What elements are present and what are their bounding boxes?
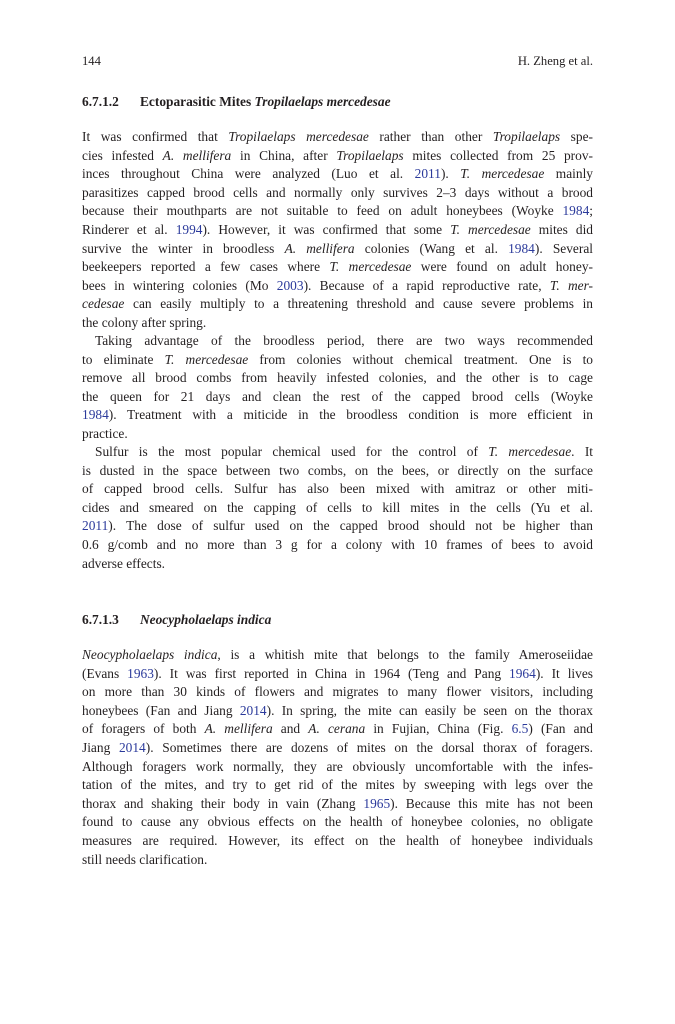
body-text: parasitizes capped brood cells and normally only survives 2–3 days without a brood [82,184,593,200]
body-text: of foragers of both [82,721,205,737]
text-line [82,184,593,203]
text-line [82,443,593,462]
body-text: Sulfur is the most popular chemical used for the control of [95,444,489,459]
body-text: the queen for 21 days and clean the rest of the capped brood cells (Woyke [82,388,593,404]
text-line [82,128,593,147]
body-text: ). It was first reported in China in 1964 (Teng and Pang [153,665,510,681]
body-text: is dusted in the space between two combs, on the bees, or directly on the surface [82,462,593,478]
citation-link[interactable]: 1984 [82,407,109,423]
text-line [82,258,593,277]
text-line [82,795,593,814]
body-text: practice. [82,425,128,441]
body-text: , is a whitish mite that belongs to the family Ameroseiidae [217,647,593,662]
text-line [82,351,593,370]
section-title-italic: Tropilaelaps mercedesae [254,94,391,109]
body-text: ). Because this mite has not been [390,795,593,811]
paragraph-4 [82,646,593,869]
body-text: ). However, it was confirmed that some [202,221,451,237]
citation-link[interactable]: 2014 [118,739,146,755]
italic-text: T. mercedesae [450,221,531,237]
text-line [82,165,593,184]
body-text: ). Because of a rapid reproductive rate, [303,277,550,293]
text-line [82,277,593,296]
citation-link[interactable]: 1964 [509,665,536,681]
text-line [82,221,593,240]
italic-text: Tropilaelaps [336,147,404,163]
body-text: ; [589,203,593,219]
body-text: It was confirmed that [82,129,229,144]
body-text: the colony after spring. [82,314,207,330]
body-text: from colonies without chemical treatment. One is to [248,351,593,367]
text-line [82,425,593,444]
italic-text: Tropilaelaps [492,129,561,144]
body-text: were found on adult honey- [411,259,593,275]
body-text: mites did [530,221,593,237]
body-text: on more than 30 kinds of flowers and migrates to many flower visitors, including [82,684,593,700]
text-line [82,480,593,499]
section-title-plain: Ectoparasitic Mites [140,94,255,109]
body-text: ) (Fan and [528,721,593,737]
body-text: mainly [544,166,593,182]
paragraph-1 [82,128,593,333]
text-line [82,832,593,851]
body-text: still needs clarification. [82,851,208,867]
running-header [82,53,593,69]
text-line [82,314,593,333]
italic-text: T. mercedesae [460,166,545,182]
body-text: survive the winter in broodless [82,240,285,256]
italic-text: cedesae [82,296,125,312]
body-text: ). The dose of sulfur used on the capped brood should not be higher than [108,518,593,534]
body-text: remove all brood combs from heavily infested colonies, and the other is to cage [82,370,593,386]
body-text: . It [571,444,593,459]
italic-text: T. mercedesae [164,351,249,367]
citation-link[interactable]: 1994 [175,221,203,237]
body-text: Although foragers work normally, they are obviously uncomfortable with the infes- [82,758,593,774]
citation-link[interactable]: 2014 [239,702,267,718]
text-line [82,147,593,166]
text-line [82,369,593,388]
text-line [82,462,593,481]
text-line [82,295,593,314]
text-line [82,813,593,832]
body-text: cides and smeared on the capping of cells to kill mites in the cells (Yu et al. [82,499,593,515]
text-line [82,776,593,795]
italic-text: A. mellifera [284,240,355,256]
body-text: honeybees (Fan and Jiang [82,702,240,718]
body-text: ). Several [534,240,593,256]
body-text: and [272,721,309,737]
section-heading-6-7-1-3 [82,611,271,629]
italic-text: Neocypholaelaps indica [82,647,218,662]
body-text: thorax and shaking their body in vain (Zhang [82,795,364,811]
text-line [82,683,593,702]
text-line [82,388,593,407]
italic-text: A. mellifera [204,721,273,737]
body-text: beekeepers reported a few cases where [82,259,330,275]
text-line [82,406,593,425]
running-author: H. Zheng et al. [517,54,593,68]
text-line [82,646,593,665]
body-text: 0.6 g/comb and no more than 3 g for a colony with 10 frames of bees to avoid [82,536,593,552]
text-line [82,739,593,758]
body-text: in China, after [231,147,337,163]
body-text: inces throughout China were analyzed (Luo et al. [82,166,415,182]
text-line [82,499,593,518]
body-text: can easily multiply to a threatening threshold and cause severe problems in [124,296,593,312]
body-text: ). In spring, the mite can easily be seen on the thorax [266,702,593,718]
text-line [82,517,593,536]
text-line [82,536,593,555]
citation-link[interactable]: 1984 [562,203,590,219]
section-title-italic: Neocypholaelaps indica [140,612,272,627]
section-heading-6-7-1-2 [82,93,391,111]
text-line [82,851,593,870]
body-text: ). Treatment with a miticide in the broodless condition is more efficient in [108,407,593,423]
citation-link[interactable]: 2011 [414,166,441,182]
italic-text: Tropilaelaps mercedesae [228,129,369,144]
body-text: Rinderer et al. [82,221,176,237]
body-text: measures are required. However, its effect on the health of honeybee individuals [82,832,593,848]
body-text: in Fujian, China (Fig. [365,721,512,737]
body-text: Jiang [82,739,119,755]
text-line [82,202,593,221]
italic-text: A. cerana [308,721,366,737]
italic-text: T. mer- [549,277,594,293]
text-line [82,702,593,721]
citation-link[interactable]: 1963 [127,665,154,681]
body-text: (Evans [82,665,128,681]
body-text: ). Sometimes there are dozens of mites on the dorsal thorax of foragers. [145,739,593,755]
text-line [82,332,593,351]
text-line [82,665,593,684]
body-text: to eliminate [82,351,165,367]
paragraph-2 [82,332,593,444]
body-text: ). It lives [535,665,593,681]
italic-text: T. mercedesae [488,444,572,459]
body-text: bees in wintering colonies (Mo [82,277,277,293]
section-number: 6.7.1.2 [82,94,119,109]
body-text: cies infested [82,147,163,163]
italic-text: A. mellifera [162,147,232,163]
text-line [82,240,593,259]
text-line [82,758,593,777]
body-text: of capped brood cells. Sulfur has also been mixed with amitraz or other miti- [82,481,593,497]
body-text: mites collected from 25 prov- [403,147,593,163]
body-text: adverse effects. [82,555,166,571]
citation-link[interactable]: 6.5 [511,721,529,737]
body-text: because their mouthparts are not suitable to feed on adult honeybees (Woyke [82,203,563,219]
citation-link[interactable]: 1965 [363,795,391,811]
body-text: spe- [560,129,593,144]
italic-text: T. mercedesae [329,259,412,275]
section-number: 6.7.1.3 [82,612,119,627]
citation-link[interactable]: 2003 [276,277,304,293]
body-text: found to cause any obvious effects on the health of honeybee colonies, no obligate [82,814,593,830]
body-text: Taking advantage of the broodless period, there are two ways recommended [95,333,593,348]
citation-link[interactable]: 2011 [82,518,109,534]
text-line [82,555,593,574]
body-text: ). [440,166,461,182]
citation-link[interactable]: 1984 [508,240,535,256]
body-text: colonies (Wang et al. [354,240,509,256]
text-line [82,720,593,739]
paragraph-3 [82,443,593,573]
body-text: rather than other [368,129,493,144]
body-text: tation of the mites, and try to get rid of the mites by sweeping with legs over the [82,777,593,793]
page-number: 144 [82,54,101,68]
